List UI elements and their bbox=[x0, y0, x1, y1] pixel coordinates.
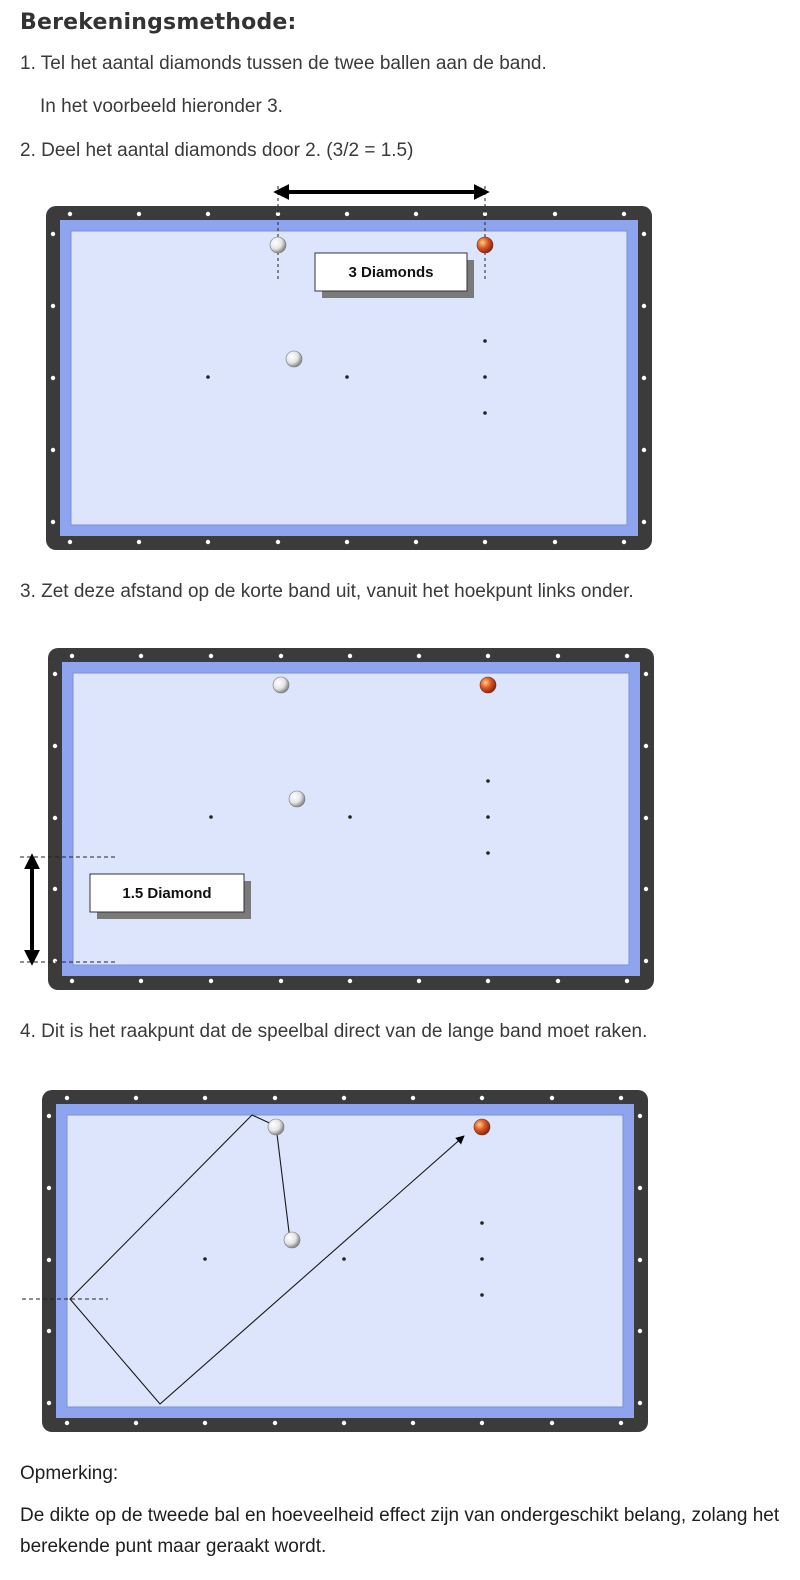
step-4-text: 4. Dit is het raakpunt dat de speelbal direct van de lange band moet raken. bbox=[20, 1021, 648, 1042]
cue-ball-white bbox=[273, 677, 289, 693]
red-ball bbox=[477, 237, 493, 253]
step-1-text: 1. Tel het aantal diamonds tussen de twee ballen aan de band. bbox=[20, 53, 547, 74]
table-cloth bbox=[73, 673, 629, 965]
billiard-diagram-1 bbox=[0, 178, 800, 558]
table-cloth bbox=[67, 1115, 623, 1407]
cue-ball-white bbox=[268, 1119, 284, 1135]
object-ball-white bbox=[289, 791, 305, 807]
step-3-text: 3. Zet deze afstand op de korte band uit, vanuit het hoekpunt links onder. bbox=[20, 581, 634, 602]
red-ball bbox=[474, 1119, 490, 1135]
object-ball-white bbox=[286, 351, 302, 367]
diamond-label: 1.5 Diamond bbox=[122, 885, 212, 902]
object-ball-white bbox=[284, 1232, 300, 1248]
red-ball bbox=[480, 677, 496, 693]
step-1-example-text: In het voorbeeld hieronder 3. bbox=[40, 96, 283, 117]
step-2-text: 2. Deel het aantal diamonds door 2. (3/2 = 1.5) bbox=[20, 140, 414, 161]
cue-ball-white bbox=[270, 237, 286, 253]
billiard-diagram-3 bbox=[0, 1082, 800, 1442]
page-title: Berekeningsmethode: bbox=[20, 10, 297, 35]
remark-body: De dikte op de tweede bal en hoeveelheid effect zijn van ondergeschikt belang, zolang het berekende punt maar geraakt wordt. bbox=[20, 1505, 780, 1557]
remark-title: Opmerking: bbox=[20, 1463, 119, 1484]
diamonds-label: 3 Diamonds bbox=[348, 264, 434, 281]
billiard-diagram-2 bbox=[0, 640, 800, 1000]
